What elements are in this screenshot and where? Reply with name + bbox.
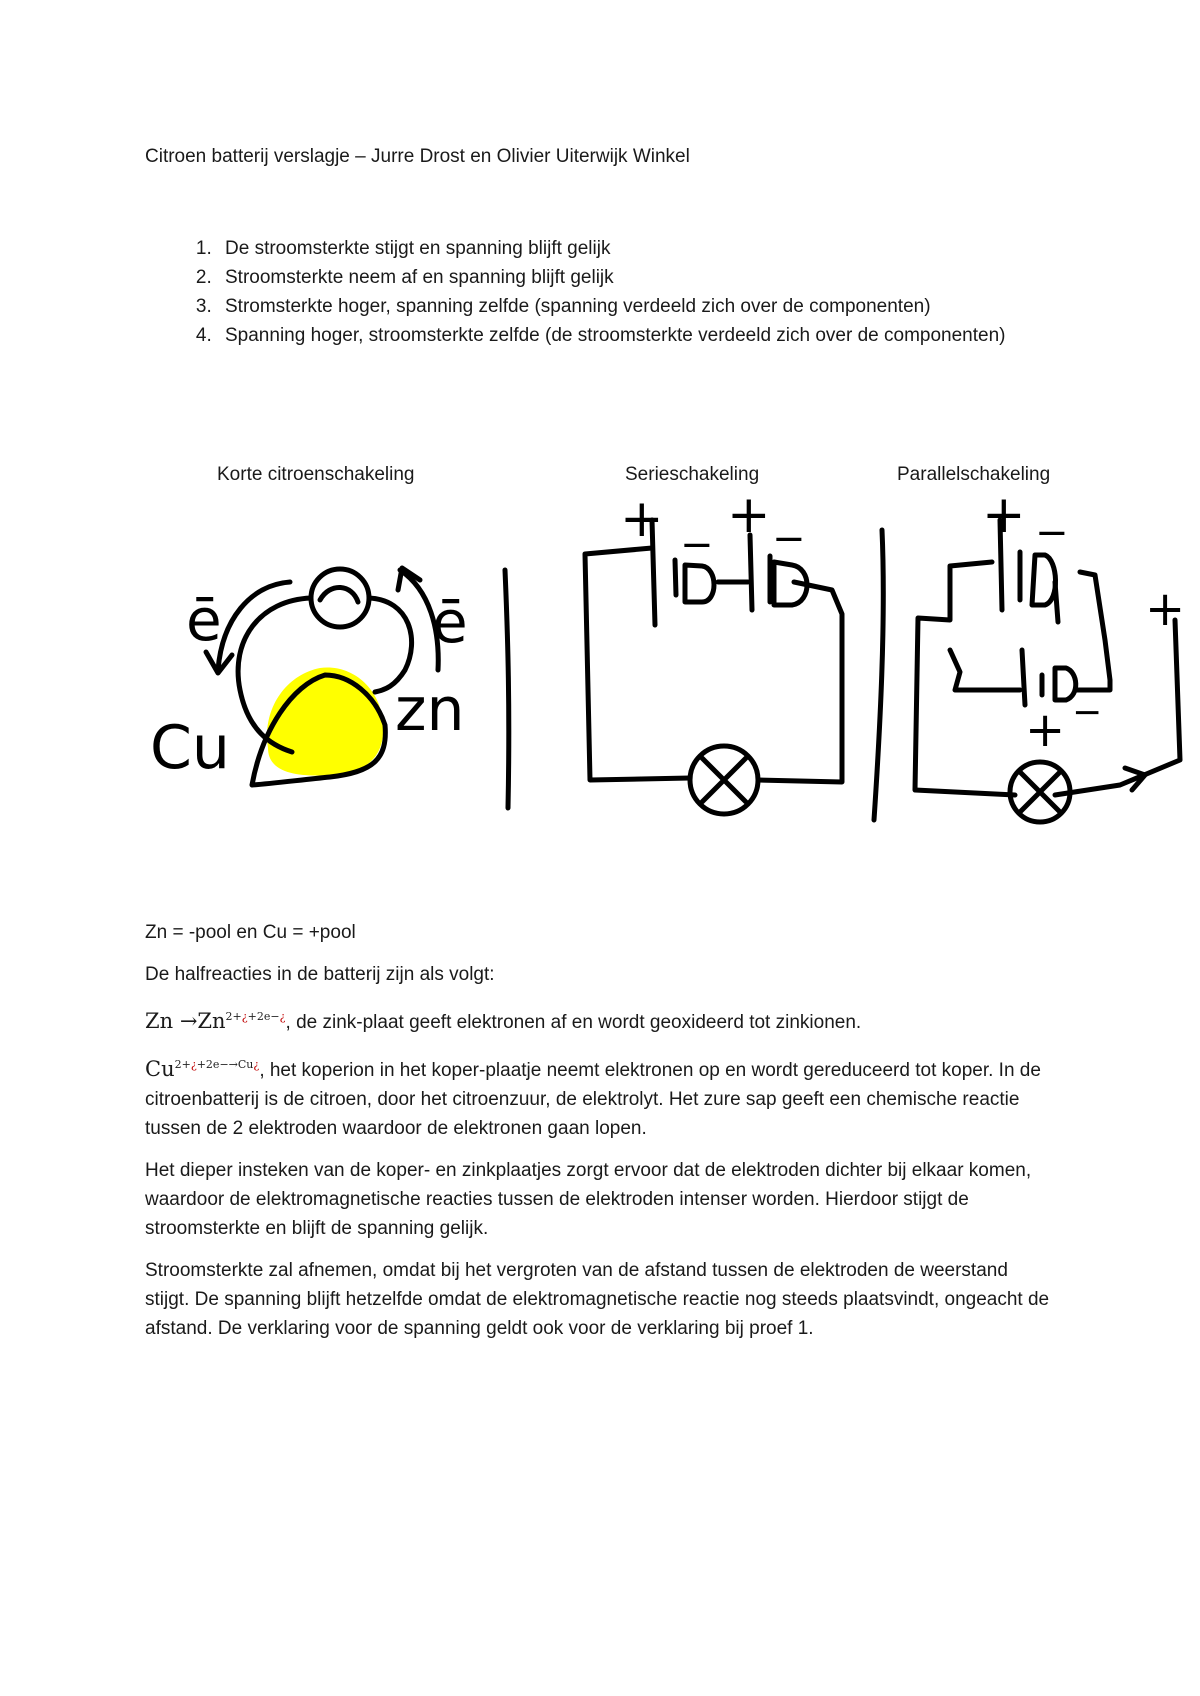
series-minus-2: −	[772, 516, 806, 562]
series-lamp-cross	[702, 758, 746, 802]
label-korte-citroenschakeling: Korte citroenschakeling	[217, 464, 415, 485]
parallel-plus-1: +	[982, 490, 1026, 545]
poles-line: Zn = -pool en Cu = +pool	[145, 922, 356, 943]
answers-list	[145, 234, 1197, 350]
parallel-plus-2: +	[1145, 581, 1186, 637]
zn-formula: $Zn \to Zn^{2+¿+2e-¿}$	[145, 1009, 286, 1033]
series-plus-1: +	[620, 490, 664, 549]
zn-label: zn	[395, 675, 465, 745]
cu-reaction-text: , het koperion in het koper-plaatje neemt elektronen op en wordt gereduceerd tot koper. In de citroenbatterij is de citroen, door het citroenzuur, de elektrolyt. Het zure sap geeft een chemische reactie tussen de 2 elektroden waardoor de elektronen gaan lopen.	[145, 1060, 1041, 1139]
paragraph-distance: Stroomsterkte zal afnemen, omdat bij het vergroten van de afstand tussen de elektroden de weerstand stijgt. De spanning blijft hetzelfde omdat de elektromagnetische reactie nog steeds plaatsvindt, ongeacht de afstand. De verklaring voor de spanning geldt ook voor de verklaring bij proef 1.	[145, 1260, 1050, 1339]
parallel-wire	[915, 562, 1180, 795]
answer-1: 1. De stroomsterkte stijgt en spanning blijft gelijk	[217, 234, 1197, 263]
parallel-minus-2: −	[1072, 692, 1103, 733]
series-plus-2: +	[727, 490, 771, 545]
divider-line-1	[505, 570, 509, 808]
hand-drawn-sketches	[0, 490, 1200, 830]
e-left-label: ē	[186, 586, 222, 654]
answer-4: 4. Spanning hoger, stroomsterkte zelfde (de stroomsterkte verdeeld zich over de componenten)	[217, 321, 1197, 350]
series-resistor-1	[685, 565, 714, 602]
parallel-plus-3: +	[1025, 702, 1066, 758]
series-cell-2	[750, 535, 770, 610]
reaction-zn	[145, 1002, 1055, 1037]
parallel-circuit	[915, 520, 1180, 822]
reaction-cu	[145, 1050, 1055, 1143]
e-right-label: ē	[432, 588, 468, 656]
halfreacties-intro: De halfreacties in de batterij zijn als volgt:	[145, 964, 495, 985]
label-parallelschakeling: Parallelschakeling	[897, 464, 1051, 485]
answer-2: 2. Stroomsterkte neem af en spanning blijft gelijk	[217, 263, 1197, 292]
parallel-resistor-1	[1032, 555, 1056, 605]
bulb-filament	[320, 587, 358, 602]
paragraph-depth: Het dieper insteken van de koper- en zinkplaatjes zorgt ervoor dat de elektroden dichter bij elkaar komen, waardoor de elektromagnetische reacties tussen de elektroden intenser worden. Hierdoor stijgt de stroomsterkte en blijft de spanning gelijk.	[145, 1160, 1032, 1239]
zn-reaction-text: , de zink-plaat geeft elektronen af en wordt geoxideerd tot zinkionen.	[285, 1012, 862, 1033]
cu-formula: $Cu^{2+¿+2e-\to Cu¿}$	[145, 1057, 260, 1081]
series-minus-1: −	[680, 522, 714, 568]
document-title: Citroen batterij verslagje – Jurre Drost en Olivier Uiterwijk Winkel	[145, 146, 690, 167]
divider-line-2	[874, 530, 883, 820]
explanation-section	[145, 918, 1055, 1356]
lemon-shape	[267, 668, 383, 776]
label-serieschakeling: Serieschakeling	[625, 464, 760, 485]
parallel-lamp-cross	[1020, 772, 1060, 812]
answer-3: 3. Stromsterkte hoger, spanning zelfde (spanning verdeeld zich over de componenten)	[217, 292, 1197, 321]
parallel-cell-2	[1022, 650, 1042, 705]
parallel-minus-1: −	[1035, 510, 1069, 556]
cu-label: Cu	[150, 713, 230, 783]
